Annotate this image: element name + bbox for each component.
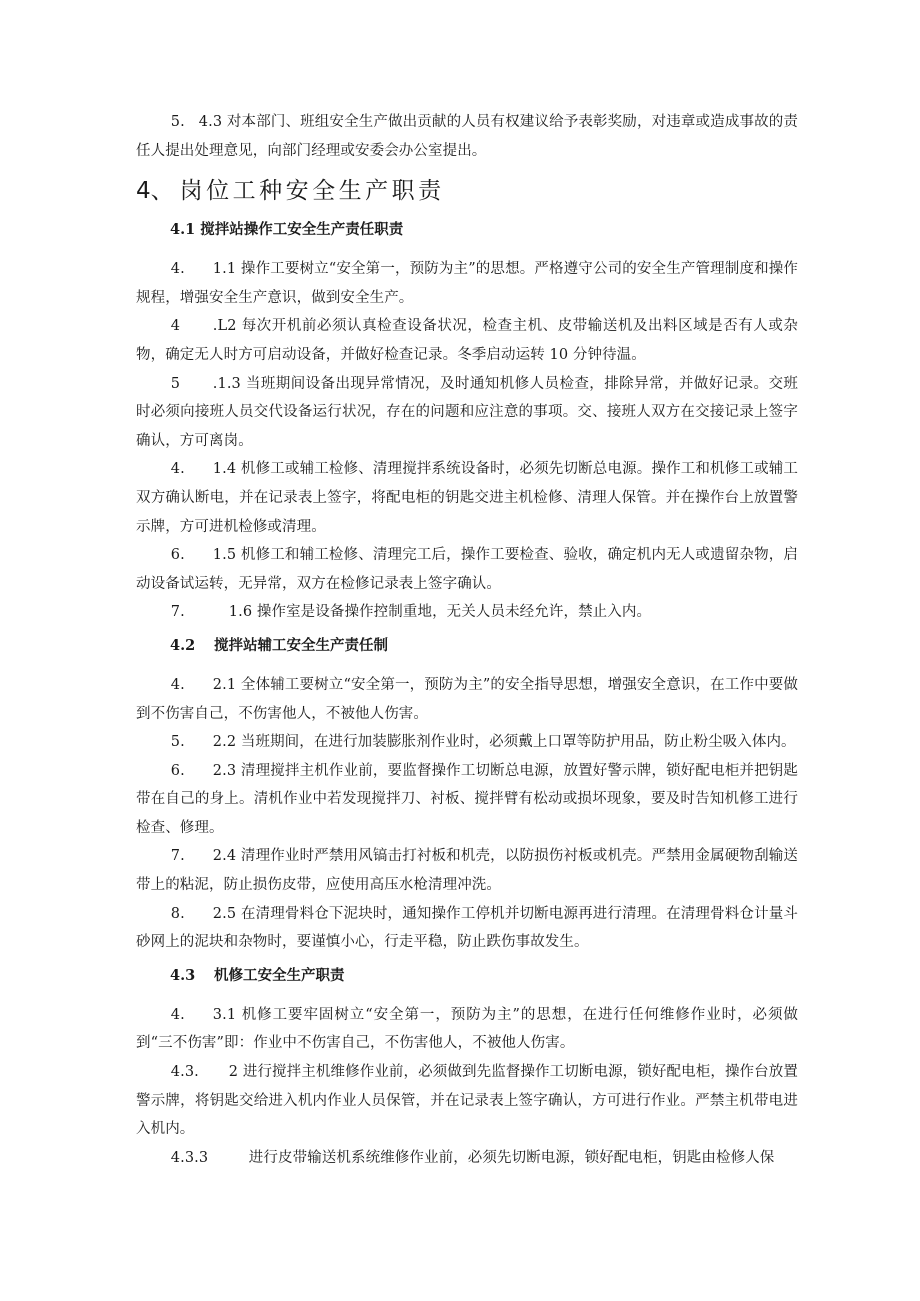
- list-item: [136, 728, 798, 757]
- subsection-heading-4-3: [136, 959, 798, 993]
- spacer: [136, 993, 798, 1001]
- subsection-title: 4.1 搅拌站操作工安全生产责任职责: [170, 221, 404, 239]
- subsection-number: 4.3: [170, 966, 196, 984]
- item-text: 3.1 机修工要牢固树立“安全第一，预防为主”的思想，在进行任何维修作业时，必须做到“三不伤害”即：作业中不伤害自己，不伤害他人，不被他人伤害。: [136, 1006, 798, 1052]
- spacer: [136, 247, 798, 255]
- list-item: [136, 312, 798, 369]
- item-number: 4.: [170, 461, 185, 478]
- item-number: 5: [170, 375, 181, 392]
- list-item: [136, 541, 798, 598]
- item-number: 7.: [170, 604, 185, 621]
- list-item: [136, 255, 798, 312]
- item-text: 2.2 当班期间，在进行加装膨胀剂作业时，必须戴上口罩等防护用品，防止粉尘吸入体内。: [212, 734, 796, 751]
- subsection-number: 4.2: [170, 636, 196, 654]
- item-text: 1.6 操作室是设备操作控制重地，无关人员未经允许，禁止入内。: [228, 604, 652, 621]
- list-item: [136, 455, 798, 541]
- paragraph-text: 4.3 对本部门、班组安全生产做出贡献的人员有权建议给予表彰奖励，对违章或造成事故的责任人提出处理意见，向部门经理或安委会办公室提出。: [136, 114, 798, 159]
- list-item: [136, 757, 798, 843]
- list-item: [136, 1058, 798, 1144]
- item-number: 4: [170, 318, 181, 335]
- item-text: 2 进行搅拌主机维修作业前，必须做到先监督操作工切断电源，锁好配电柜，操作台放置警示牌，将钥匙交给进入机内作业人员保管，并在记录表上签字确认，方可进行作业。严禁主机带电进入机内。: [136, 1064, 798, 1138]
- section-heading-4: [136, 173, 798, 209]
- item-text: 1.5 机修工和辅工检修、清理完工后，操作工要检查、验收，确定机内无人或遗留杂物，启动设备试运转，无异常，双方在检修记录表上签字确认。: [136, 547, 798, 592]
- item-number: 6.: [170, 547, 185, 564]
- subsection-title: 搅拌站辅工安全生产责任制: [214, 636, 388, 654]
- subsection-heading-4-1: [136, 213, 798, 247]
- list-item: [136, 598, 798, 627]
- section-number: 4、: [136, 178, 174, 205]
- list-item: [136, 1001, 798, 1058]
- item-text: 进行皮带输送机系统维修作业前，必须先切断电源，锁好配电柜，钥匙由检修人保: [248, 1149, 775, 1166]
- list-item: [136, 671, 798, 728]
- item-text: 2.5 在清理骨料仓下泥块时，通知操作工停机并切断电源再进行清理。在清理骨料仓计量斗砂网上的泥块和杂物时，要谨慎小心，行走平稳，防止跌伤事故发生。: [136, 905, 798, 951]
- item-text: 2.3 清理搅拌主机作业前，要监督操作工切断总电源，放置好警示牌，锁好配电柜并把钥匙带在自己的身上。清机作业中若发现搅拌刀、衬板、搅拌臂有松动或损坏现象，要及时告知机修工进行检查、修理。: [136, 762, 798, 836]
- item-number: 4.: [170, 1006, 185, 1023]
- item-number: 4.: [170, 676, 185, 693]
- item-text: .L2 每次开机前必须认真检查设备状况，检查主机、皮带输送机及出料区域是否有人或杂物，确定无人时方可启动设备，并做好检查记录。冬季启动运转 10 分钟待温。: [136, 318, 798, 363]
- item-number: 4.3.: [170, 1064, 199, 1081]
- list-item: [136, 842, 798, 899]
- paragraph-5-4-3: [136, 108, 798, 165]
- spacer: [136, 663, 798, 671]
- subsection-heading-4-2: [136, 629, 798, 663]
- item-text: 2.4 清理作业时严禁用风镐击打衬板和机壳，以防损伤衬板或机壳。严禁用金属硬物刮输送带上的粘泥，防止损伤皮带，应使用高压水枪清理冲洗。: [136, 848, 798, 894]
- paragraph-number: 5.: [170, 114, 185, 130]
- item-text: 1.1 操作工要树立“安全第一，预防为主”的思想。严格遵守公司的安全生产管理制度和操作规程，增强安全生产意识，做到安全生产。: [136, 261, 798, 306]
- list-item: [136, 1144, 798, 1173]
- list-item: [136, 370, 798, 456]
- item-text: 2.1 全体辅工要树立“安全第一，预防为主”的安全指导思想，增强安全意识，在工作中要做到不伤害自己，不伤害他人，不被他人伤害。: [136, 676, 798, 722]
- item-text: 1.4 机修工或辅工检修、清理搅拌系统设备时，必须先切断总电源。操作工和机修工或辅工双方确认断电，并在记录表上签字，将配电柜的钥匙交进主机检修、清理人保管。并在操作台上放置警示牌，方可进机检修或清理。: [136, 461, 798, 535]
- subsection-title: 机修工安全生产职责: [214, 966, 345, 984]
- list-item: [136, 900, 798, 957]
- item-number: 6.: [170, 762, 185, 779]
- item-number: 8.: [170, 905, 185, 922]
- item-text: .1.3 当班期间设备出现异常情况，及时通知机修人员检查，排除异常，并做好记录。交班时必须向接班人员交代设备运行状况，存在的问题和应注意的事项。交、接班人双方在交接记录上签字确认，方可离岗。: [136, 375, 798, 449]
- document-body: [136, 108, 798, 1172]
- item-number: 7.: [170, 848, 185, 865]
- section-title: 岗位工种安全生产职责: [179, 178, 445, 205]
- item-number: 5.: [170, 734, 185, 751]
- item-number: 4.3.3: [170, 1149, 209, 1166]
- item-number: 4.: [170, 261, 185, 278]
